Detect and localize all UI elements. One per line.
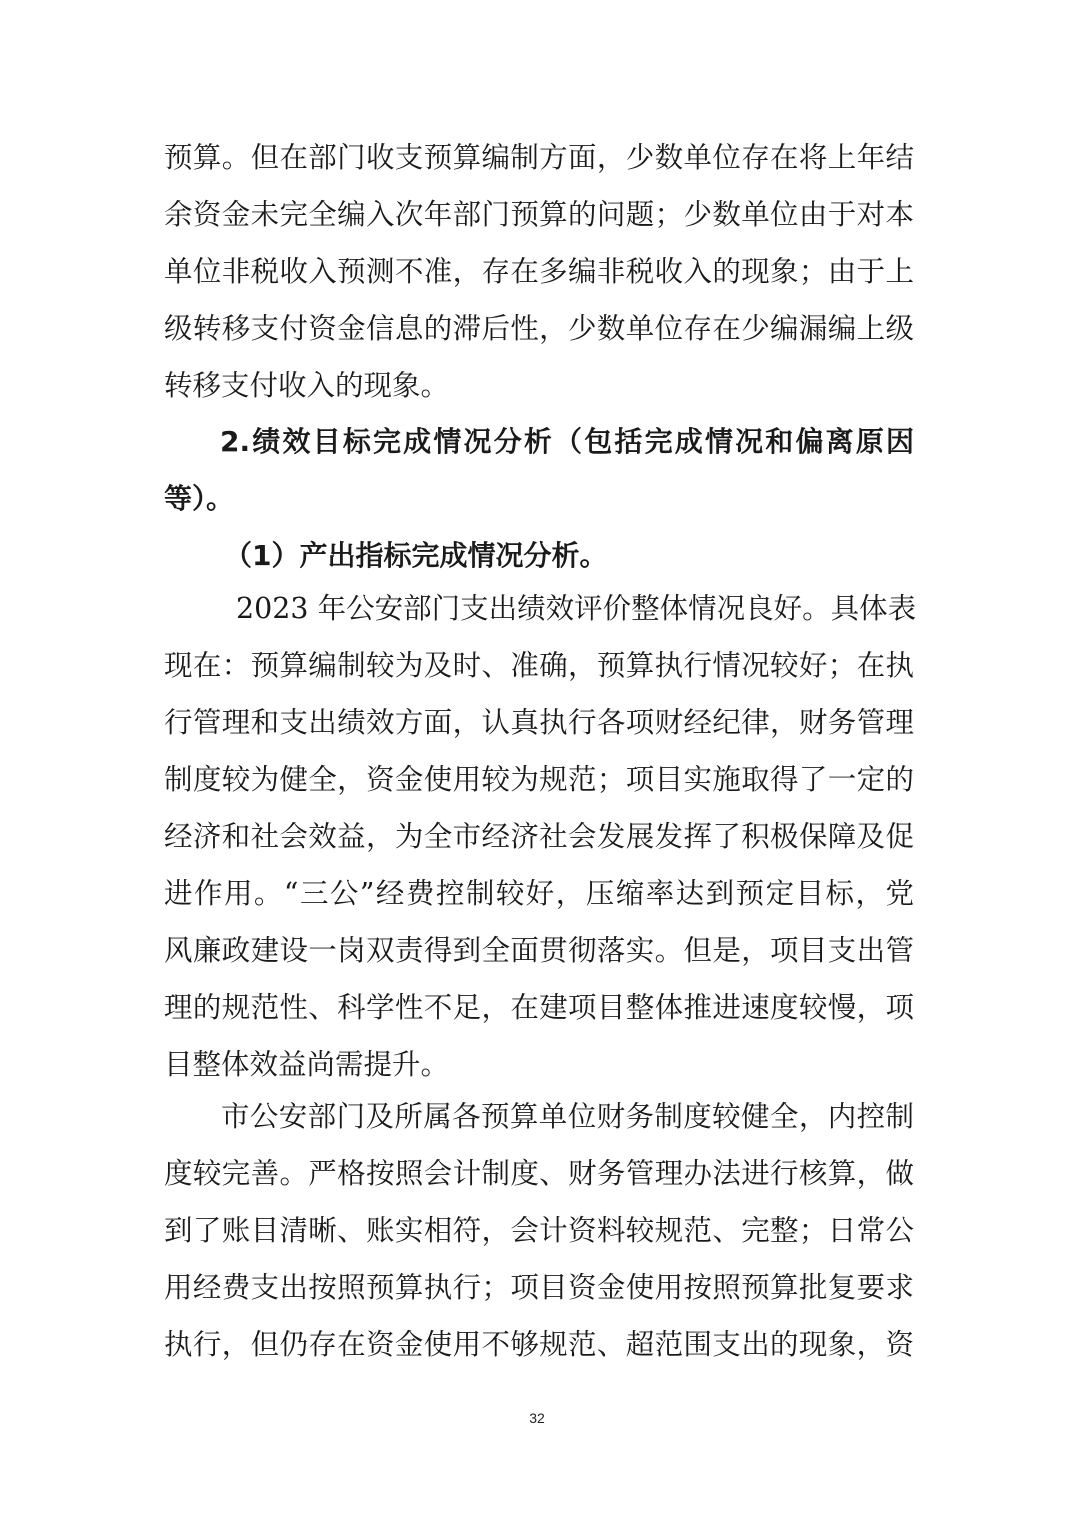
text-line: 预算。但在部门收支预算编制方面，少数单位存在将上年结 xyxy=(164,141,914,174)
text-line: 单位非税收入预测不准，存在多编非税收入的现象；由于上 xyxy=(164,255,914,288)
text-line: 度较完善。严格按照会计制度、财务管理办法进行核算，做 xyxy=(164,1157,914,1190)
heading-line: （1）产出指标完成情况分析。 xyxy=(224,539,608,572)
text-line: 余资金未完全编入次年部门预算的问题；少数单位由于对本 xyxy=(164,198,914,231)
text-line: 到了账目清晰、账实相符，会计资料较规范、完整；日常公 xyxy=(164,1214,914,1247)
page-number: 32 xyxy=(529,1410,545,1426)
section-heading xyxy=(164,413,914,527)
subsection-heading xyxy=(164,527,914,584)
text-line: 市公安部门及所属各预算单位财务制度较健全，内控制 xyxy=(221,1100,914,1133)
paragraph-budget-issues xyxy=(164,129,914,414)
paragraph-financial-system xyxy=(164,1088,914,1373)
text-line: 制度较为健全，资金使用较为规范；项目实施取得了一定的 xyxy=(164,763,914,796)
text-line: 经济和社会效益，为全市经济社会发展发挥了积极保障及促 xyxy=(164,820,914,853)
text-line: 2023 年公安部门支出绩效评价整体情况良好。具体表 xyxy=(236,592,917,625)
text-line: 转移支付收入的现象。 xyxy=(164,369,450,402)
paragraph-performance-evaluation xyxy=(164,580,917,1093)
text-line: 用经费支出按照预算执行；项目资金使用按照预算批复要求 xyxy=(164,1271,914,1304)
text-line: 目整体效益尚需提升。 xyxy=(164,1048,450,1081)
text-line: 级转移支付资金信息的滞后性，少数单位存在少编漏编上级 xyxy=(164,312,914,345)
heading-line: 2.绩效目标完成情况分析（包括完成情况和偏离原因 xyxy=(220,425,914,458)
text-line: 理的规范性、科学性不足，在建项目整体推进速度较慢，项 xyxy=(164,991,914,1024)
heading-line: 等）。 xyxy=(164,482,235,515)
text-line: 行管理和支出绩效方面，认真执行各项财经纪律，财务管理 xyxy=(164,706,914,739)
text-line: 风廉政建设一岗双责得到全面贯彻落实。但是，项目支出管 xyxy=(164,934,914,967)
text-line: 执行，但仍存在资金使用不够规范、超范围支出的现象，资 xyxy=(164,1328,914,1361)
text-line: 现在：预算编制较为及时、准确，预算执行情况较好；在执 xyxy=(164,649,914,682)
text-line: 进作用。“三公”经费控制较好，压缩率达到预定目标，党 xyxy=(164,877,914,910)
